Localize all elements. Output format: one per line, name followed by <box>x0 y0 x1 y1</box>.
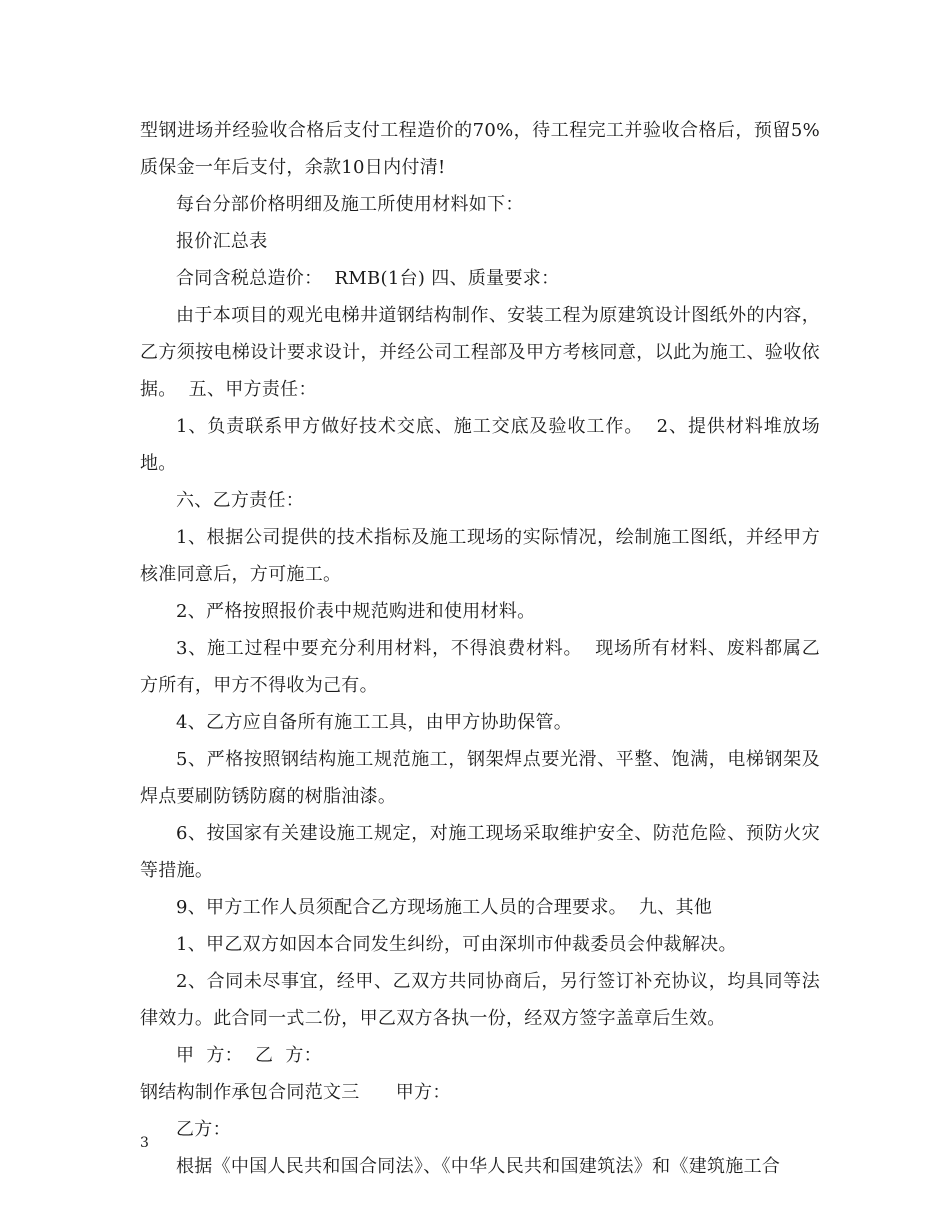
paragraph-quality-requirements: 由于本项目的观光电梯井道钢结构制作、安装工程为原建筑设计图纸外的内容，乙方须按电梯设计要求设计，并经公司工程部及甲方考核同意，以此为施工、验收依据。 五、甲方责任： <box>140 305 820 400</box>
paragraph-payment-terms: 型钢进场并经验收合格后支付工程造价的70%，待工程完工并验收合格后，预留5%质保金一年后支付，余款10日内付清! <box>140 120 820 178</box>
paragraph-party-b-item-5: 5、严格按照钢结构施工规范施工，钢架焊点要光滑、平整、饱满，电梯钢架及焊点要刷防锈防腐的树脂油漆。 <box>140 749 820 807</box>
paragraph-party-b-item-9: 9、甲方工作人员须配合乙方现场施工人员的合理要求。 九、其他 <box>176 897 713 918</box>
paragraph-party-b-item-3: 3、施工过程中要充分利用材料，不得浪费材料。 现场所有材料、废料都属乙方所有，甲方不得收为己有。 <box>140 638 820 696</box>
paragraph-party-b-item-1: 1、根据公司提供的技术指标及施工现场的实际情况，绘制施工图纸，并经甲方核准同意后，方可施工。 <box>140 527 820 585</box>
paragraph-quote-summary: 报价汇总表 <box>176 231 268 252</box>
paragraph-party-a-duties: 1、负责联系甲方做好技术交底、施工交底及验收工作。 2、提供材料堆放场地。 <box>140 416 820 474</box>
paragraph-price-details: 每台分部价格明细及施工所使用材料如下： <box>176 194 524 215</box>
paragraph-other-item-1: 1、甲乙双方如因本合同发生纠纷，可由深圳市仲裁委员会仲裁解决。 <box>176 934 737 955</box>
paragraph-party-b-item-6: 6、按国家有关建设施工规定，对施工现场采取维护安全、防范危险、预防火灾等措施。 <box>140 823 820 881</box>
paragraph-party-b-item-2: 2、严格按照报价表中规范购进和使用材料。 <box>176 601 536 622</box>
paragraph-other-item-2: 2、合同未尽事宜，经甲、乙双方共同协商后，另行签订补充协议，均具同等法律效力。此合同一式二份，甲乙双方各执一份，经双方签字盖章后生效。 <box>140 971 820 1029</box>
paragraph-total-price: 合同含税总造价： RMB(1台) 四、质量要求： <box>176 268 560 289</box>
page-number: 3 <box>140 1135 149 1151</box>
signature-line: 甲 方： 乙 方： <box>176 1045 322 1066</box>
document-body <box>140 112 820 1185</box>
contract-template-heading: 钢结构制作承包合同范文三 甲方： <box>140 1082 451 1103</box>
party-b-label: 乙方： <box>176 1119 231 1140</box>
heading-party-b-responsibilities: 六、乙方责任： <box>176 490 305 511</box>
paragraph-legal-basis: 根据《中国人民共和国合同法》、《中华人民共和国建筑法》和《建筑施工合 <box>176 1156 781 1177</box>
paragraph-party-b-item-4: 4、乙方应自备所有施工工具，由甲方协助保管。 <box>176 712 573 733</box>
